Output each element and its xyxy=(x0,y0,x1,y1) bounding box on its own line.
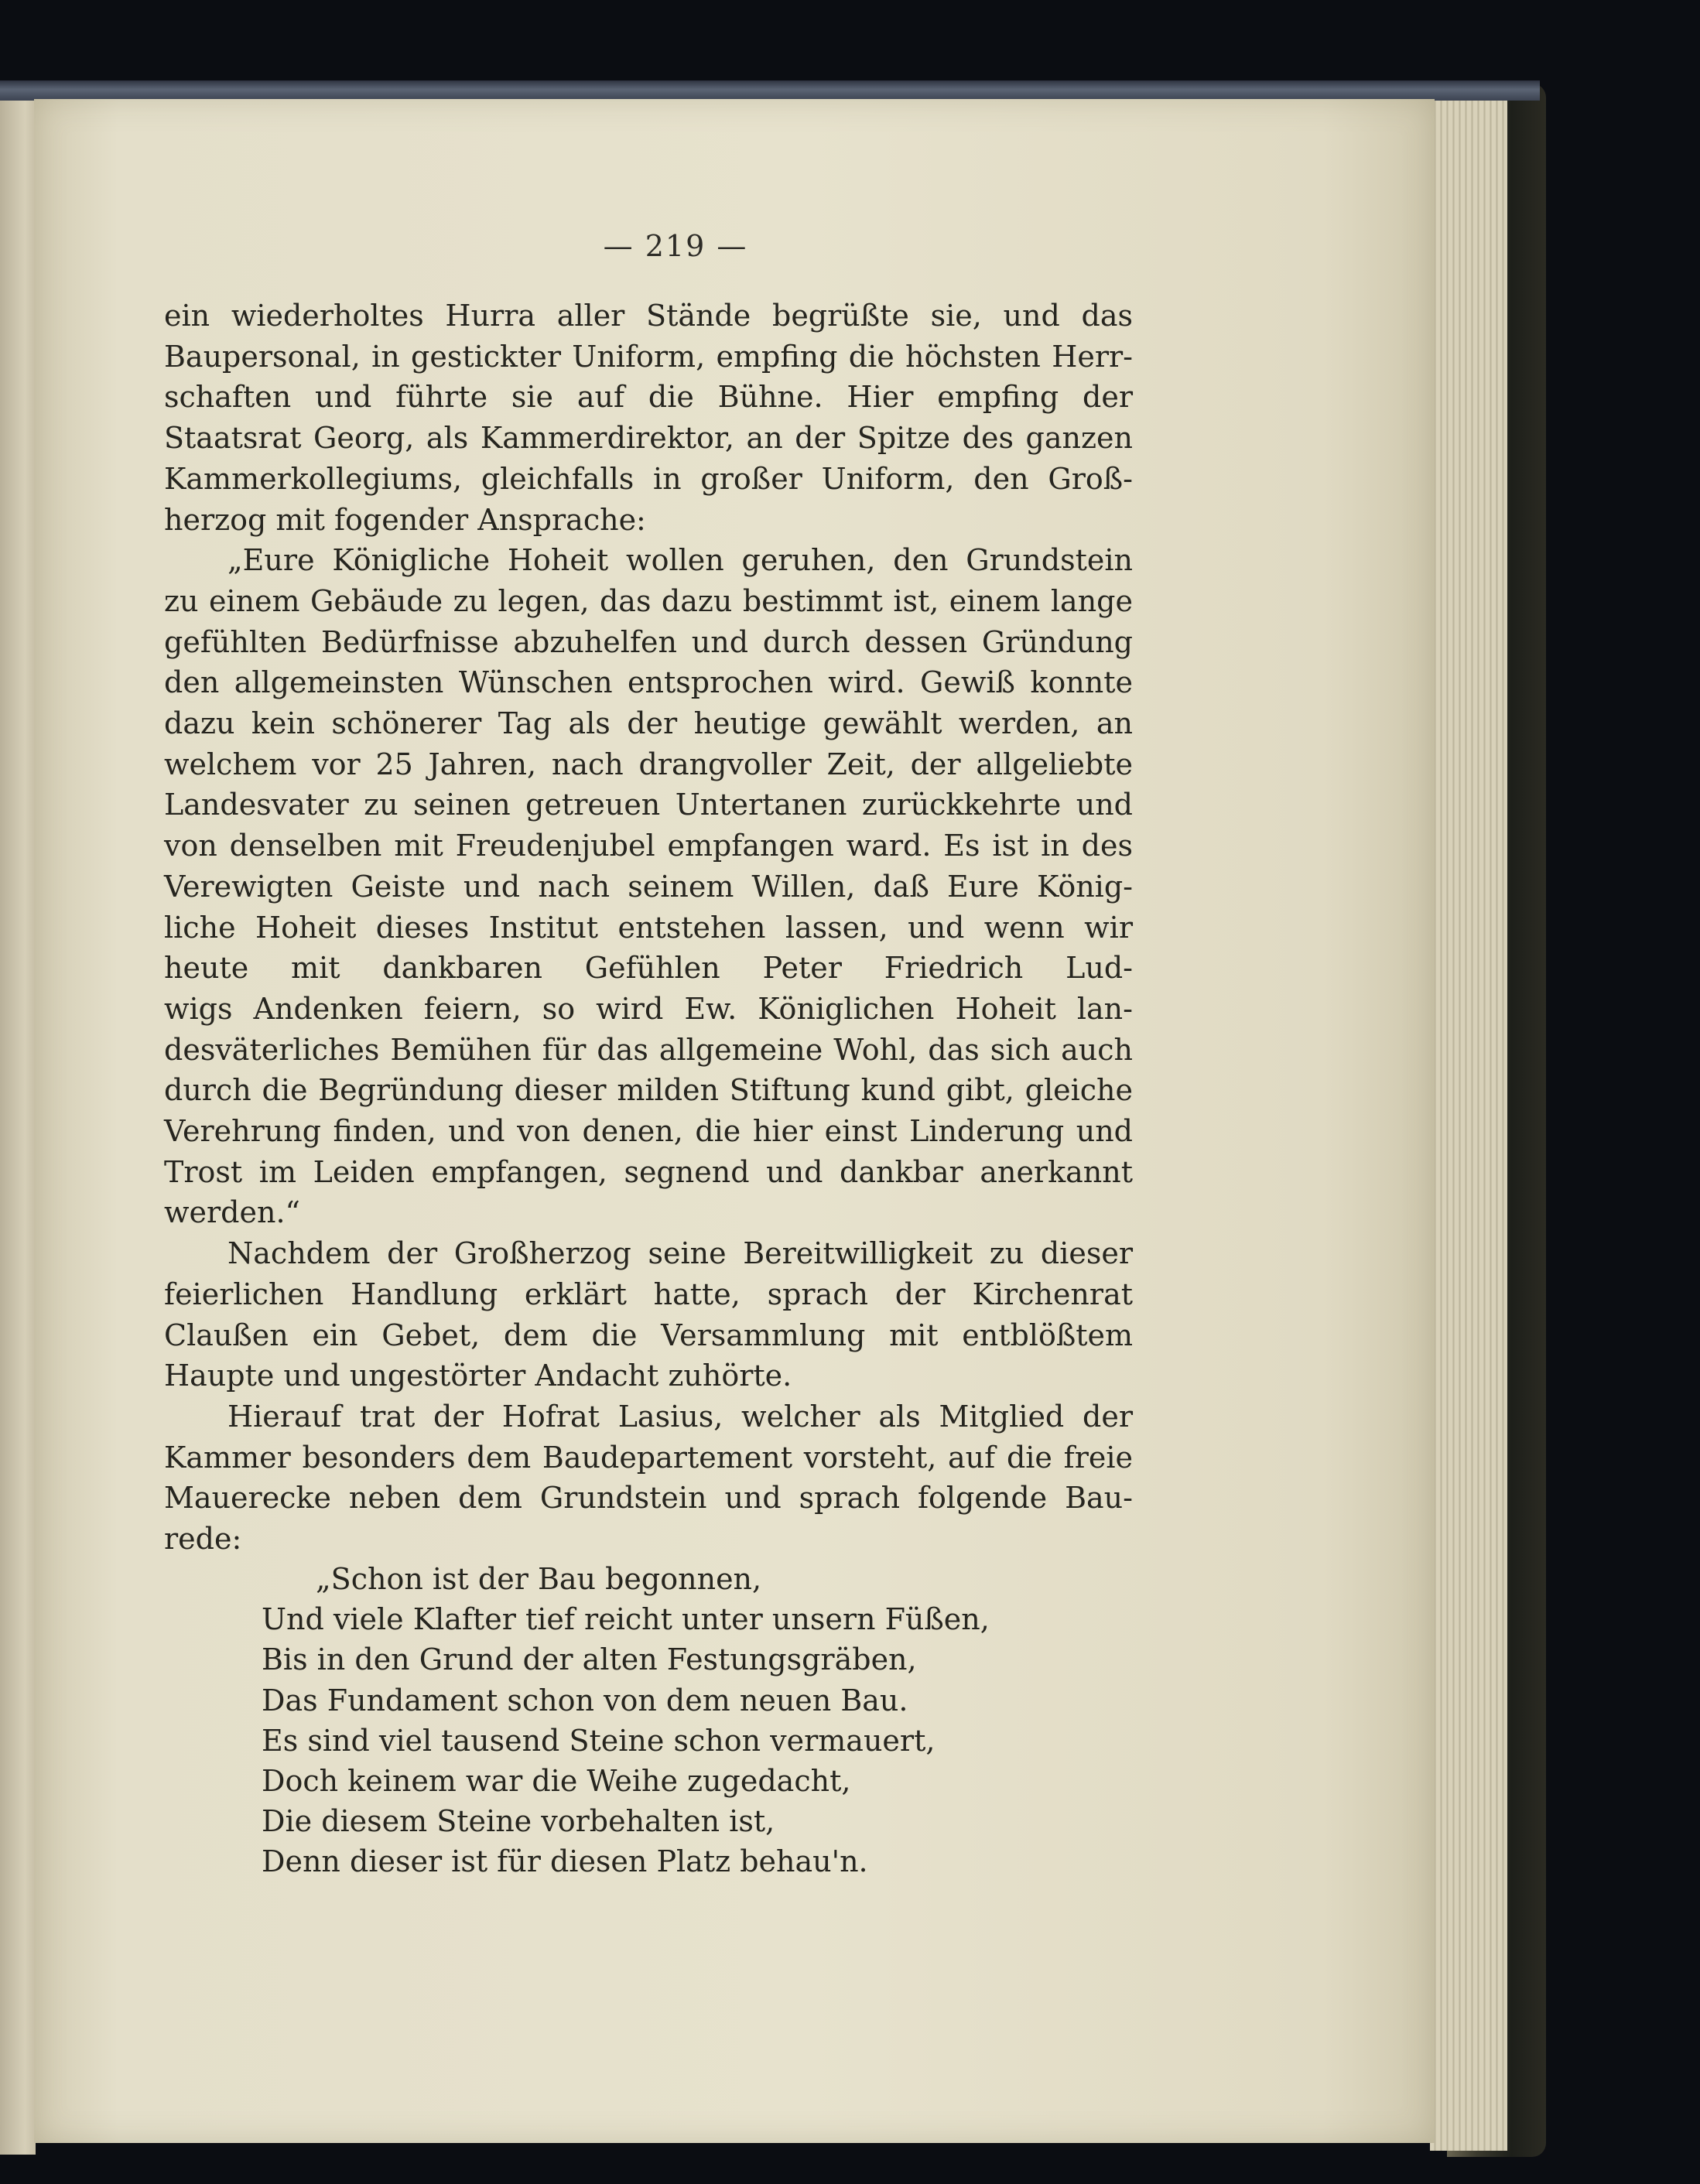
page-block-edge xyxy=(1430,91,1507,2151)
text-line: liche Hoheit dieses Institut entstehen lassen, und wenn wir xyxy=(164,910,1133,945)
text-line: den allgemeinsten Wünschen entsprochen wird. Gewiß konnte xyxy=(164,665,1133,700)
body-text xyxy=(164,296,1133,1560)
text-line: dazu kein schönerer Tag als der heutige gewählt werden, an xyxy=(164,706,1133,741)
text-line: Landesvater zu seinen getreuen Untertanen zurückkehrte und xyxy=(164,788,1133,822)
text-line: von denselben mit Freudenjubel empfangen ward. Es ist in des xyxy=(164,829,1133,863)
text-line: heute mit dankbaren Gefühlen Peter Friedrich Lud- xyxy=(164,951,1133,986)
poem-line: Die diesem Steine vorbehalten ist, xyxy=(262,1804,775,1839)
text-line: Kammerkollegiums, gleichfalls in großer Uniform, den Groß- xyxy=(164,461,1133,496)
text-line: werden.“ xyxy=(164,1195,300,1230)
text-line: feierlichen Handlung erklärt hatte, sprach der Kirchenrat xyxy=(164,1277,1133,1311)
text-line: schaften und führte sie auf die Bühne. Hier empfing der xyxy=(164,380,1133,415)
text-line: Trost im Leiden empfangen, segnend und dankbar anerkannt xyxy=(164,1154,1133,1189)
text-line: Haupte und ungestörter Andacht zuhörte. xyxy=(164,1359,792,1393)
poem xyxy=(262,1559,1113,1882)
text-line: ein wiederholtes Hurra aller Stände begrüßte sie, und das xyxy=(164,299,1133,333)
text-line: Claußen ein Gebet, dem die Versammlung mit entblößtem xyxy=(164,1318,1133,1352)
facing-page-edge xyxy=(0,97,36,2155)
text-line: Kammer besonders dem Baudepartement vorsteht, auf die freie xyxy=(164,1440,1133,1475)
page-number: — 219 — xyxy=(603,229,748,263)
text-line: wigs Andenken feiern, so wird Ew. Königlichen Hoheit lan- xyxy=(164,991,1133,1026)
text-line: Verewigten Geiste und nach seinem Willen, daß Eure König- xyxy=(164,869,1133,904)
text-line: Nachdem der Großherzog seine Bereitwilligkeit zu dieser xyxy=(227,1236,1133,1271)
poem-line: Denn dieser ist für diesen Platz behau'n. xyxy=(262,1844,868,1879)
text-line: herzog mit fogender Ansprache: xyxy=(164,502,646,537)
poem-line: Bis in den Grund der alten Festungsgräben, xyxy=(262,1642,917,1677)
text-line: gefühlten Bedürfnisse abzuhelfen und durch dessen Gründung xyxy=(164,624,1133,659)
text-line: welchem vor 25 Jahren, nach drangvoller Zeit, der allgeliebte xyxy=(164,747,1133,781)
poem-line: „Schon ist der Bau begonnen, xyxy=(316,1562,762,1596)
text-line: Baupersonal, in gestickter Uniform, empfing die höchsten Herr- xyxy=(164,339,1133,374)
text-line: „Eure Königliche Hoheit wollen geruhen, den Grundstein xyxy=(227,543,1133,578)
book-binding-strip xyxy=(0,80,1540,101)
text-line: rede: xyxy=(164,1522,242,1557)
text-line: Hierauf trat der Hofrat Lasius, welcher als Mitglied der xyxy=(227,1399,1133,1434)
poem-line: Und viele Klafter tief reicht unter unsern Füßen, xyxy=(262,1602,990,1637)
poem-line: Es sind viel tausend Steine schon vermauert, xyxy=(262,1723,936,1758)
text-line: zu einem Gebäude zu legen, das dazu bestimmt ist, einem lange xyxy=(164,583,1133,618)
text-line: desväterliches Bemühen für das allgemeine Wohl, das sich auch xyxy=(164,1032,1133,1067)
text-line: durch die Begründung dieser milden Stiftung kund gibt, gleiche xyxy=(164,1073,1133,1108)
text-line: Mauerecke neben dem Grundstein und sprach folgende Bau- xyxy=(164,1481,1133,1516)
text-line: Verehrung finden, und von denen, die hier einst Linderung und xyxy=(164,1114,1133,1149)
poem-line: Das Fundament schon von dem neuen Bau. xyxy=(262,1683,908,1717)
poem-line: Doch keinem war die Weihe zugedacht, xyxy=(262,1764,851,1799)
text-line: Staatsrat Georg, als Kammerdirektor, an der Spitze des ganzen xyxy=(164,421,1133,456)
